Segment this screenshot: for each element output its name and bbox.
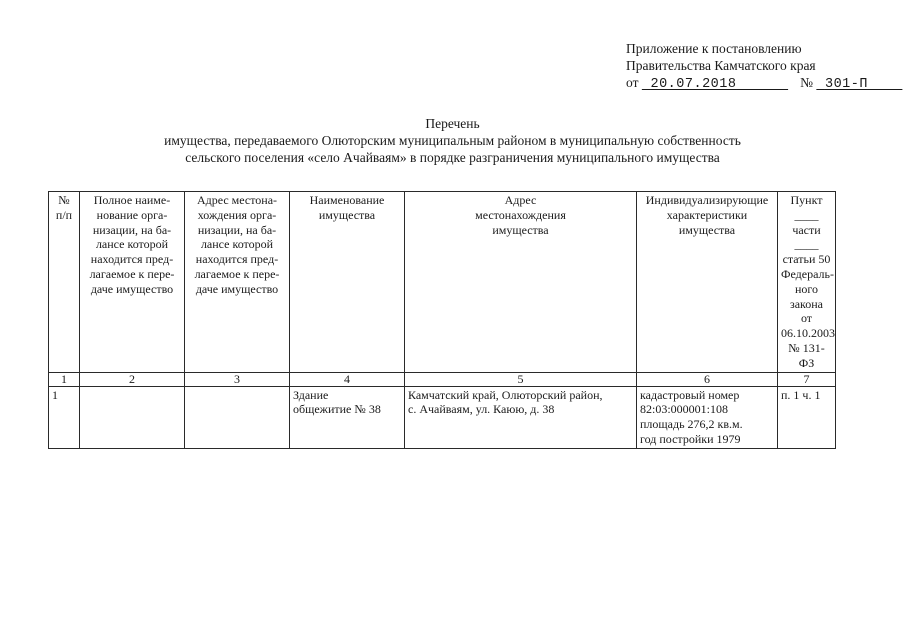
document-title — [40, 115, 865, 166]
approval-stamp — [626, 40, 896, 93]
cell-text-line: 06.10.2003 — [781, 326, 835, 341]
column-number: 6 — [637, 372, 778, 386]
table-header-row — [49, 192, 836, 373]
cell-text-line: нование орга- — [96, 207, 168, 222]
cell-text-line: имущества — [492, 222, 549, 237]
approval-date: 20.07.2018 — [650, 77, 737, 92]
cell-characteristics — [637, 386, 778, 448]
title-line-2: сельского поселения «село Ачайваям» в порядке разграничения муниципального имущества — [185, 150, 720, 165]
cell-text-line: лагаемое к пере- — [194, 266, 280, 281]
header-cell-org-address — [185, 192, 290, 373]
cell-text-line: № — [58, 193, 70, 207]
approval-number-label: № — [800, 75, 813, 90]
title-heading: Перечень — [425, 116, 480, 131]
cell-text-line: п/п — [55, 207, 73, 222]
cell-text-line: лансе которой — [95, 237, 169, 252]
column-number: 7 — [778, 372, 836, 386]
cell-text-line: лагаемое к пере- — [89, 266, 175, 281]
property-table — [48, 191, 836, 449]
cell-text-line: хождения орга- — [197, 207, 277, 222]
cell-text-line: даче имущество — [195, 281, 279, 296]
title-line-1: имущества, передаваемого Олюторским муниципальным районом в муниципальную собственность — [164, 133, 741, 148]
cell-text-line: находится пред- — [195, 252, 279, 267]
cell-text-line: характеристики — [666, 207, 748, 222]
cell-text-line: статьи 50 — [782, 252, 831, 267]
approval-line-2: Правительства Камчатского края — [626, 58, 816, 73]
cell-text-line: части ____ — [792, 222, 821, 252]
cell-text-line: Полное наиме- — [93, 193, 171, 207]
cell-law-point: п. 1 ч. 1 — [778, 386, 836, 448]
cell-text-line: Индивидуализирующие — [645, 193, 769, 207]
approval-line-1: Приложение к постановлению — [626, 41, 802, 56]
approval-line-3 — [626, 74, 896, 93]
cell-text-line: находится пред- — [90, 252, 174, 267]
header-cell-characteristics — [637, 192, 778, 373]
table-row — [49, 386, 836, 448]
cell-text-line: Пункт ____ — [790, 193, 823, 222]
header-cell-org-name — [80, 192, 185, 373]
cell-property-address — [405, 386, 637, 448]
cell-text-line: низации, на ба- — [197, 222, 277, 237]
column-number: 2 — [80, 372, 185, 386]
cell-text-line: Наименование — [309, 193, 385, 207]
cell-text-line: низации, на ба- — [92, 222, 172, 237]
cell-text-line: имущества — [318, 207, 376, 222]
header-cell-law-point — [778, 192, 836, 373]
cell-org-address — [185, 386, 290, 448]
cell-text-line: 82:03:000001:108 — [640, 402, 729, 417]
table-column-numbers-row — [49, 372, 836, 386]
column-number: 3 — [185, 372, 290, 386]
cell-text-line: ного закона — [789, 281, 824, 311]
column-number: 4 — [290, 372, 405, 386]
cell-text-line: лансе которой — [200, 237, 274, 252]
cell-text-line: кадастровый номер — [640, 387, 740, 402]
column-number: 5 — [405, 372, 637, 386]
cell-text-line: даче имущество — [90, 281, 174, 296]
cell-text-line: Федераль- — [781, 266, 834, 281]
column-number: 1 — [49, 372, 80, 386]
cell-text-line: год постройки 1979 — [640, 431, 741, 446]
cell-property-name — [290, 386, 405, 448]
header-cell-property-name — [290, 192, 405, 373]
cell-text-line: с. Ачайваям, ул. Каюю, д. 38 — [408, 402, 555, 417]
cell-text-line: от — [800, 311, 813, 326]
cell-org-name — [80, 386, 185, 448]
approval-from-label: от — [626, 75, 639, 90]
cell-num: 1 — [49, 386, 80, 448]
cell-text-line: Камчатский край, Олюторский район, — [408, 387, 603, 402]
cell-text-line: имущества — [678, 222, 736, 237]
header-cell-num — [49, 192, 80, 373]
cell-text-line: Адрес местона- — [196, 193, 278, 207]
approval-number: 301-П — [824, 77, 868, 92]
cell-text-line: № 131-ФЗ — [788, 340, 825, 370]
cell-text-line: Здание — [293, 387, 329, 402]
cell-text-line: общежитие № 38 — [293, 402, 381, 417]
cell-text-line: площадь 276,2 кв.м. — [640, 417, 743, 432]
cell-text-line: Адрес — [504, 193, 537, 207]
header-cell-property-address — [405, 192, 637, 373]
cell-text-line: местонахождения — [475, 207, 566, 222]
